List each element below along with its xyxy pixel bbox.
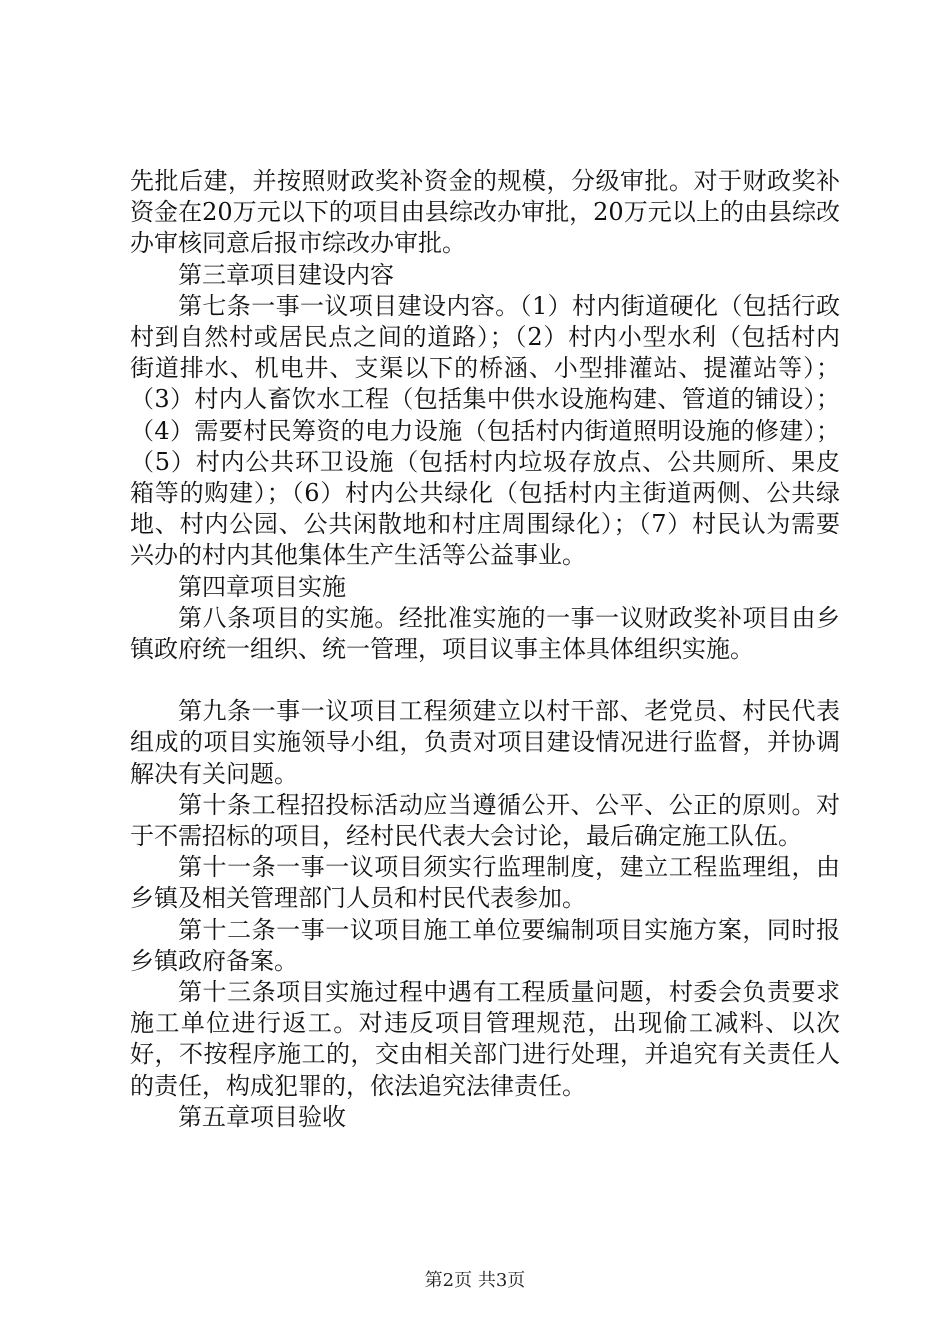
chapter-heading-4: 第四章项目实施 — [178, 572, 346, 601]
article-12: 第十二条一事一议项目施工单位要编制项目实施方案，同时报乡镇政府备案。 — [130, 915, 840, 975]
paragraph-gap — [130, 665, 840, 696]
article-7: 第七条一事一议项目建设内容。（1）村内街道硬化（包括行政村到自然村或居民点之间的道路）；（2）村内小型水利（包括村内街道排水、机电井、支渠以下的桥涵、小型排灌站、提灌站等）；（3）村内人畜饮水工程（包括集中供水设施构建、管道的铺设）；（4）需要村民筹资的电力设施（包括村内街道照明设施的修建）；（5）村内公共环卫设施（包括村内垃圾存放点、公共厕所、果皮箱等的购建）；（6）村内公共绿化（包括村内主街道两侧、公共绿地、村内公园、公共闲散地和村庄周围绿化）；（7）村民认为需要兴办的村内其他集体生产生活等公益事业。 — [130, 291, 840, 570]
document-body — [130, 166, 840, 1133]
article-10: 第十条工程招投标活动应当遵循公开、公平、公正的原则。对于不需招标的项目，经村民代表大会讨论，最后确定施工队伍。 — [130, 790, 840, 851]
article-11: 第十一条一事一议项目须实行监理制度，建立工程监理组，由乡镇及相关管理部门人员和村民代表参加。 — [130, 853, 840, 913]
article-9: 第九条一事一议项目工程须建立以村干部、老党员、村民代表组成的项目实施领导小组，负责对项目建设情况进行监督，并协调解决有关问题。 — [130, 697, 840, 788]
paragraph-approval: 先批后建，并按照财政奖补资金的规模，分级审批。对于财政奖补资金在20万元以下的项目由县综改办审批，20万元以上的由县综改办审核同意后报市综改办审批。 — [130, 167, 840, 258]
article-8: 第八条项目的实施。经批准实施的一事一议财政奖补项目由乡镇政府统一组织、统一管理，项目议事主体具体组织实施。 — [130, 603, 840, 664]
chapter-heading-5: 第五章项目验收 — [178, 1102, 346, 1131]
page-footer: 第2页 共3页 — [424, 1270, 526, 1291]
chapter-heading-3: 第三章项目建设内容 — [178, 260, 394, 289]
article-13: 第十三条项目实施过程中遇有工程质量问题，村委会负责要求施工单位进行返工。对违反项目管理规范，出现偷工减料、以次好，不按程序施工的，交由相关部门进行处理，并追究有关责任人的责任，构成犯罪的，依法追究法律责任。 — [130, 978, 840, 1100]
